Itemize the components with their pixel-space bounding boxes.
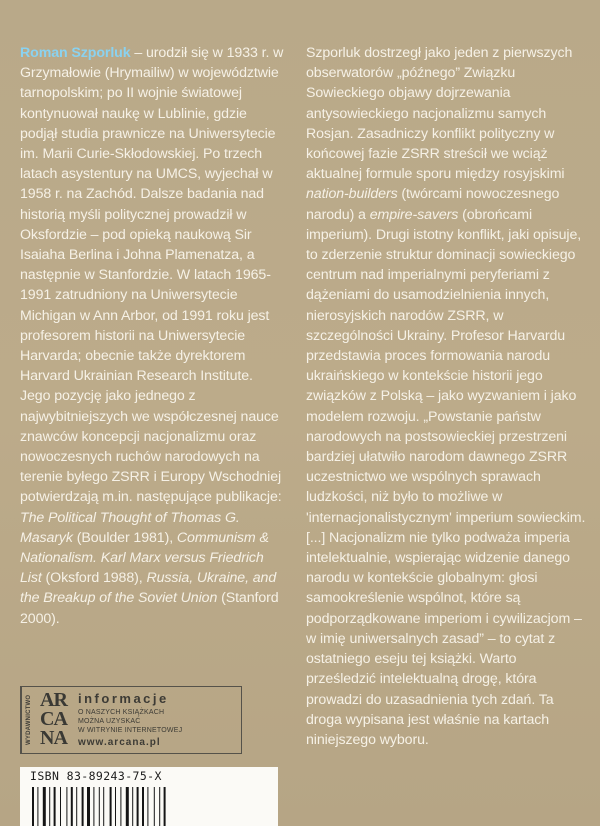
isbn-barcode-panel bbox=[20, 767, 278, 826]
term-nation-builders: nation-builders bbox=[306, 186, 398, 203]
barcode-bar bbox=[115, 787, 116, 826]
barcode-bar bbox=[60, 787, 61, 826]
barcode-bar bbox=[110, 787, 112, 826]
barcode-bar bbox=[71, 787, 73, 826]
barcode-bar bbox=[49, 787, 50, 826]
barcode-icon bbox=[30, 787, 270, 826]
barcode-bar bbox=[43, 787, 46, 826]
barcode-bar bbox=[120, 787, 121, 826]
barcode-bar bbox=[137, 787, 139, 826]
logo-line-3: NA bbox=[40, 727, 67, 749]
info-line-2: MOŻNA UZYSKAĆ bbox=[78, 718, 141, 725]
barcode-bar bbox=[164, 787, 166, 826]
book-description bbox=[306, 43, 588, 750]
logo-line-1: AR bbox=[40, 689, 67, 711]
author-name: Roman Szporluk bbox=[20, 45, 131, 61]
book-title-3: Russia, Ukraine, and the Breakup of the Soviet Union bbox=[20, 570, 277, 607]
info-line-3: W WITRYNIE INTERNETOWEJ bbox=[78, 727, 183, 734]
barcode-bar bbox=[147, 787, 148, 826]
barcode-bar bbox=[126, 787, 129, 826]
barcode-bar bbox=[87, 787, 90, 826]
barcode-bar bbox=[82, 787, 84, 826]
barcode-bar bbox=[103, 787, 104, 826]
publisher-info bbox=[74, 687, 241, 753]
publisher-side-label: WYDAWNICTWO bbox=[21, 687, 36, 753]
barcode-bar bbox=[37, 787, 38, 826]
description-text-3: (obrońcami imperium). Drugi istotny konflikt, jaki opisuje, to zderzenie struktur dominacji sowieckiego centrum nad imperialnymi peryferiami z dążeniami do usamodzielnienia innych, nierosyjskich narodów ZSRR, w szczególności Ukrainy. Profesor Harvardu przedstawia proces formowania narodu ukraińskiego w kontekście historii jego związków z Polską – jako wyzwaniem i jako modelem rozwoju. „Powstanie państw narodowych na postsowieckiej przestrzeni bardziej ułatwiło narodom dawnego ZSRR uczestnictwo we wspólnych sprawach ludzkości, niż było to możliwe w 'internacjonalistycznym' imperium sowieckim. [...] Nacjonalizm nie tylko podważa imperia intelektualnie, wspierając widzenie danego narodu w kontekście globalnym: głosi samookreślenie wspólnot, które są podporządkowane imperiom i cywilizacjom – w imię uniwersalnych zasad” – to cytat z ostatniego eseju tej książki. Warto prześledzić intelektualną drogę, która prowadzi do uzasadnienia tych zdań. Ta droga wypisana jest właśnie na kartach niniejszego wyboru. bbox=[306, 206, 586, 748]
barcode-bar bbox=[93, 787, 94, 826]
logo-line-2: CA bbox=[40, 708, 67, 730]
publisher-website: www.arcana.pl bbox=[78, 737, 161, 748]
description-text-1: Szporluk dostrzegł jako jeden z pierwszych obserwatorów „późnego” Związku Sowieckiego objawy dojrzewania antysowieckiego nacjonalizmu samych Rosjan. Zasadniczy konflikt polityczny w końcowej fazie ZSRR streścił we wciąż aktualnej formule sporu między rosyjskimi bbox=[306, 45, 573, 183]
barcode-bar bbox=[154, 787, 155, 826]
barcode-bar bbox=[54, 787, 56, 826]
isbn-number: ISBN 83-89243-75-X bbox=[30, 769, 162, 783]
arcana-logo bbox=[36, 687, 74, 753]
info-heading: informacje bbox=[78, 691, 169, 706]
bio-text-1: – urodził się w 1933 r. w Grzymałowie (Hrymailiw) w województwie tarnopolskim; po II wojnie światowej kontynuował naukę w Lublinie, gdzie podjął studia prawnicze na Uniwersytecie im. Marii Curie-Skłodowskiej. Po trzech latach asystentury na UMCS, wyjechał w 1958 r. na Zachód. Dalsze badania nad historią myśli politycznej prowadził w Oksfordzie – pod opieką naukową Sir Isaiaha Berlina i Johna Plamenatza, a następnie w Stanfordzie. W latach 1965-1991 zatrudniony na Uniwersytecie Michigan w Ann Arbor, od 1991 roku jest profesorem historii na Uniwersytecie Harvarda; obecnie także dyrektorem Harvard Ukrainian Research Institute. Jego pozycję jako jednego z najwybitniejszych we współczesnej nauce znawców koncepcji nacjonalizmu oraz nowoczesnych ruchów narodowych na terenie byłego ZSRR i Europy Wschodniej potwierdzają m.in. następujące publikacje: bbox=[20, 45, 284, 506]
book-title-1: The Political Thought of Thomas G. Masaryk bbox=[20, 509, 240, 546]
barcode-bar bbox=[132, 787, 133, 826]
book-title-2: Communism & Nationalism. Karl Marx versus Friedrich List bbox=[20, 529, 269, 587]
book-description-column bbox=[306, 43, 588, 750]
barcode-bar bbox=[99, 787, 100, 826]
info-line-1: O NASZYCH KSIĄŻKACH bbox=[78, 709, 165, 716]
description-text-2: (twórcami nowoczesnego narodu) a bbox=[306, 186, 560, 223]
barcode-bar bbox=[76, 787, 77, 826]
barcode-bar bbox=[159, 787, 160, 826]
publisher-logo-box bbox=[20, 686, 242, 754]
bio-text-3: (Oksford 1988), bbox=[41, 570, 147, 587]
author-bio-column bbox=[20, 43, 286, 629]
bio-text-2: (Boulder 1981), bbox=[72, 529, 177, 546]
bio-text-4: (Stanford 2000). bbox=[20, 590, 279, 627]
term-empire-savers: empire-savers bbox=[369, 206, 459, 223]
barcode-bar bbox=[66, 787, 67, 826]
barcode-bar bbox=[142, 787, 144, 826]
author-bio bbox=[20, 43, 286, 629]
barcode-bar bbox=[32, 787, 34, 826]
